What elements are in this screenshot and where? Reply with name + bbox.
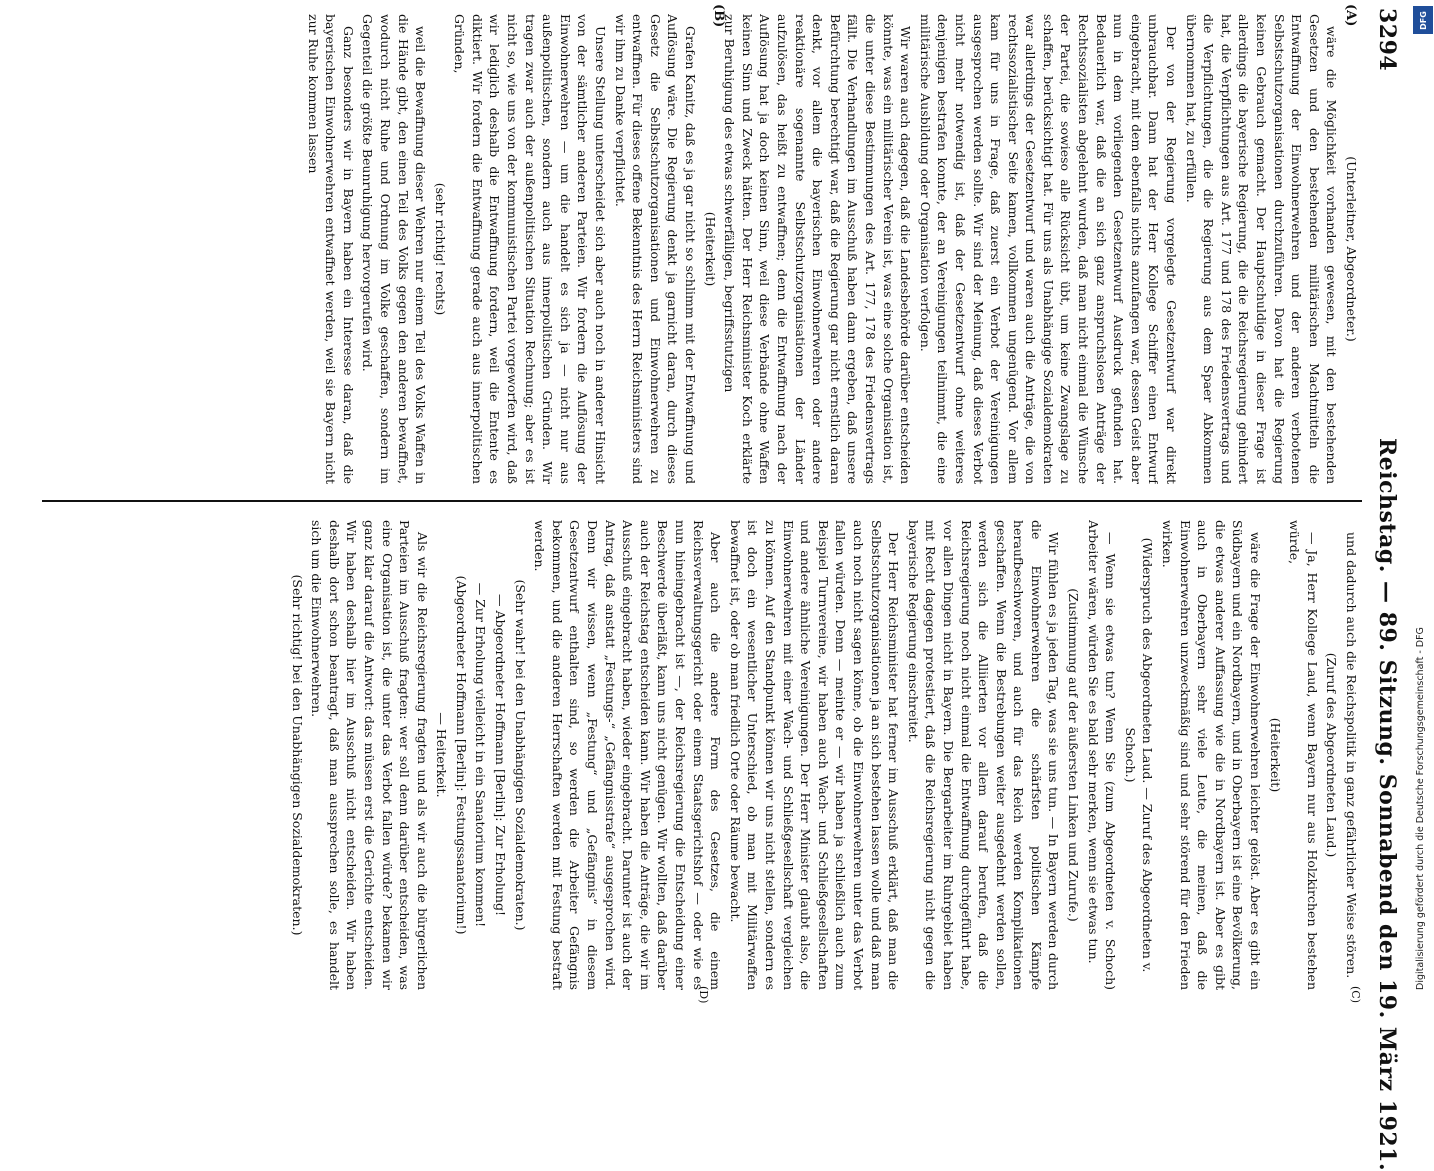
page-header xyxy=(1356,8,1406,1171)
paragraph: weil die Bewaffnung dieser Wehren nur einem Teil des Volks Waffen in die Hände gibt, den einen Teil des Volks gegen den anderen bewaffnet, wodurch nicht Ruhe und Ordnung im Volke geschaffen, sondern im Gegenteil die größte Beunruhigung hervorgerufen wird. xyxy=(360,14,429,484)
paragraph: Ganz besonders wir in Bayern haben ein Interesse daran, daß die bayerischen Einwohnerwehren entwaffnet werden, weil sie Bayern nicht zur Ruhe kommen lassen xyxy=(305,14,356,484)
paragraph: Unsere Stellung unterscheidet sich aber auch noch in anderer Hinsicht von der sämtlicher anderen Parteien. Wir fordern die Auflösung der Einwohnerwehren — um die handelt es sich ja — nicht nur aus außenpolitischen, sondern auch aus innerpolitischen Gründen. Wir tragen zwar auch der außenpolitischen Situation Rechnung; aber es ist nicht so, wie uns von der kommunistischen Partei vorgeworfen wird, daß wir lediglich deshalb die Entwaffnung fordern, weil die Entente es diktiert. Wir fordern die Entwaffnung gerade auch aus innerpolitischen Gründen, xyxy=(452,14,609,484)
paragraph: wäre die Frage der Einwohnerwehren leichter gelöst. Aber es gibt ein Südbayern und ein Nordbayern, und in Oberbayern ist eine Bevölkerung, die etwas anderer Auffassung wie die in Nordbayern ist. Aber es gibt auch in Oberbayern sehr viele Leute, die meinen, daß die Einwohnerwehren unzweckmäßig sind und sehr störend für den Frieden wirken. xyxy=(1160,520,1264,990)
paragraph: Wir waren auch dagegen, daß die Landesbehörde darüber entscheiden könnte, was ein militärischer Verein ist, was eine solche Organisation ist, die unter diese Bestimmungen des Art. 177, 178 des Friedensvertrags fällt. Die Verhandlungen im Ausschuß haben dann ergeben, daß unsere Befürchtung berechtigt war, daß die Regierung gar nicht ernstlich daran denkt, vor allem die bayerischen Einwohnerwehren oder andere reaktionäre sogenannte Selbstschutzorganisationen der Länder aufzulösen, das heißt zu entwaffnen; denn die Entwaffnung nach der Auflösung hat ja doch keinen Sinn, weil diese Verbände ohne Waffen keinen Sinn und Zweck hätten. Der Herr Reichsminister Koch erklärte zur Beruhigung des etwas schwerfälligen, begriffsstutzigen xyxy=(722,14,914,484)
right-column xyxy=(45,520,1360,990)
margin-label-a: (A) xyxy=(1343,4,1358,27)
paragraph: — Heiterkeit. xyxy=(434,712,450,798)
credit-strip xyxy=(1412,0,1434,1000)
paragraph: (Sehr wahr! bei den Unabhängigen Sozialdemokraten.) xyxy=(512,579,528,931)
paragraph: Aber auch die andere Form des Gesetzes, die einem Reichsverwaltungsgericht oder einem Staatsgerichtshof — oder wie es nun hineingebracht ist —, der Reichsregierung die Entscheidung einer Beschwerde überläßt, kann uns nicht genügen. Wir wollten, daß darüber auch der Reichstag entscheiden kann. Wir haben die Anträge, die wir im Ausschuß eingebracht haben, wieder eingebracht. Darunter ist auch der Antrag, daß anstatt „Festungs-“ „Gefängnisstrafe“ ausgesprochen wird. Denn wir wissen, wenn „Festung“ und „Gefängnis“ in diesem Gesetzentwurf enthalten sind, so werden die Arbeiter Gefängnis bekommen, und die anderen Herrschaften werden mit Festung bestraft werden. xyxy=(532,520,724,990)
digitization-credit: Digitalisierung gefördert durch die Deutsche Forschungsgemeinschaft - DFG xyxy=(1415,627,1426,990)
paragraph: (Zustimmung auf der äußersten Linken und Zurufe.) xyxy=(1066,588,1082,922)
paragraph: wäre die Möglichkeit vorhanden gewesen, mit den bestehenden Gesetzen und den bestehenden militärischen Machtmitteln die Entwaffnung der Einwohnerwehren und der anderen verbotenen Selbstschutzorganisationen durchzuführen. Davon hat die Regierung keinen Gebrauch gemacht. Der Hauptschuldige in dieser Frage ist allerdings die bayerische Regierung, die die Reichsregierung gehindert hat, die Verpflichtungen aus Art. 177 und 178 des Friedensvertrags und die Verpflichtungen, die die Regierung aus dem Spaer Abkommen übernommen hat, zu erfüllen. xyxy=(1183,14,1340,484)
paragraph: (Heiterkeit) xyxy=(702,211,718,287)
document-page xyxy=(35,0,1410,1171)
paragraph: Als wir die Reichsregierung fragten und als wir auch die bürgerlichen Parteien im Ausschuß fragten: wer soll denn darüber entscheiden, was eine Organisation ist, die unter das Verbot fallen würde? bekamen wir ganz klar darauf die Antwort: das müssen erst die Gerichte entscheiden. Wir haben deshalb hier im Ausschuß nicht entscheiden. Wir haben deshalb dort schon beantragt, daß man aussprechen solle, es handelt sich um die Einwohnerwehren. xyxy=(309,520,430,990)
paragraph: (sehr richtig! rechts) xyxy=(432,182,448,316)
paragraph: (Heiterkeit) xyxy=(1267,717,1283,793)
margin-label-b: (B) xyxy=(711,4,726,28)
paragraph: Der Herr Reichsminister hat ferner im Ausschuß erklärt, daß man die Selbstschutzorganisationen ja an sich bestehen lassen wolle und daß man auch noch nicht sagen könne, ob die Einwohnerwehren unter das Verbot fallen würden. Denn — meinte er — wir haben ja schließlich auch zum Beispiel Turnvereine, wir haben auch Wach- und Schließgesellschaften und andere ähnliche Vereinigungen. Der Herr Minister glaubt also, die Einwohnerwehren mit einer Wach- und Schließgesellschaft vergleichen zu können. Auf den Standpunkt können wir uns nicht stellen, sondern es ist doch ein wesentlicher Unterschied, ob man mit Militärwaffen bewaffnet ist, oder ob man friedlich Orte oder Räume bewacht. xyxy=(727,520,902,990)
paragraph: (Sehr richtig! bei den Unabhängigen Sozialdemokraten.) xyxy=(289,574,305,936)
paragraph: — Abgeordneter Hoffmann [Berlin]: Zur Erholung! xyxy=(493,594,509,916)
paragraph: — Wenn sie etwas tun? Wenn Sie (zum Abgeordneten v. Schoch) Arbeiter wären, würden Sie es bald sehr merken, wenn sie etwas tun. xyxy=(1085,520,1119,990)
paragraph: Grafen Kanitz, daß es ja gar nicht so schlimm mit der Entwaffnung und Auflösung wäre. Die Regierung denkt ja garnicht daran, durch dieses Gesetz die Selbstschutzorganisationen und Einwohnerwehren zu entwaffnen. Für dieses offene Bekenntnis des Herrn Reichsministers sind wir ihm zu Danke verpflichtet. xyxy=(612,14,699,484)
dfg-badge-text: DFG xyxy=(1418,10,1428,30)
left-column xyxy=(45,14,1360,484)
page-title: Reichstag. — 89. Sitzung. Sonnabend den 19. März 1921. xyxy=(1374,438,1400,1171)
column-divider xyxy=(42,500,1362,502)
margin-label-d: (D) xyxy=(697,986,710,1004)
paragraph: (Unterleitner, Abgeordneter.) xyxy=(1344,156,1359,342)
paragraph: (Abgeordneter Hoffmann [Berlin]: Festungssanatorium!) xyxy=(453,575,469,935)
dfg-logo xyxy=(1413,6,1433,34)
paragraph: Der von der Regierung vorgelegte Gesetzentwurf war direkt unbrauchbar. Dann hat der Herr Kollege Schiffer einen Entwurf eingebracht, mit dem ebenfalls nichts anzufangen war, dessen Geist aber nun in dem vorliegenden Gesetzentwurf Ausdruck gefunden hat. Bedauerlich war, daß die an sich ganz anspruchslosen Anträge der Rechtssozialisten abgelehnt wurden, daß man nicht einmal die Wünsche der Partei, die sowieso alle Rücksicht übt, um keine Zwangslage zu schaffen, berücksichtigt hat. Für uns als Unabhängige Sozialdemokraten war allerdings der Gesetzentwurf und waren auch die Anträge, die von rechtssozialistischer Seite kamen, vollkommen ungenügend. Vor allem kam für uns in Frage, daß zuerst ein Verbot der Vereinigungen ausgesprochen werden sollte. Wir sind der Meinung, daß dieses Verbot nicht mehr notwendig ist, daß der Gesetzentwurf ohne weiteres denjenigen bestrafen konnte, der an Vereinigungen teilnimmt, die eine militärische Ausbildung oder Organisation verfolgen. xyxy=(917,14,1180,484)
paragraph: (Widerspruch des Abgeordneten Laud. — Zuruf des Abgeordneten v. Schoch.) xyxy=(1122,537,1156,973)
paragraph: — Ja, Herr Kollege Laud, wenn Bayern nur aus Holzkirchen bestehen würde, xyxy=(1287,520,1320,990)
paragraph: und dadurch auch die Reichspolitik in ganz gefährlicher Weise stören. xyxy=(1344,532,1359,979)
page-number: 3294 xyxy=(1374,8,1400,72)
paragraph: — Zur Erholung vielleicht in ein Sanatorium kommen! xyxy=(473,582,489,928)
paragraph: Wir fühlen es ja jeden Tag, was sie uns tun. — In Bayern werden durch die Einwohnerwehren die schärfsten politischen Kämpfe heraufbeschworen, und auch für das Reich werden Komplikationen geschaffen. Wenn die Bestrebungen weiter ausgedehnt werden sollen, werden sich die Alliierten vor allem darauf berufen, daß die Reichsregierung noch nicht einmal die Entwaffnung durchgeführt habe, vor allen Dingen nicht in Bayern. Die Bergarbeiter im Ruhrgebiet haben mit Recht dagegen protestiert, daß die Reichsregierung nicht gegen die bayerische Regierung einschreitet. xyxy=(905,520,1062,990)
margin-label-c: (C) xyxy=(1349,986,1362,1003)
paragraph: (Zuruf des Abgeordneten Laud.) xyxy=(1324,652,1340,858)
